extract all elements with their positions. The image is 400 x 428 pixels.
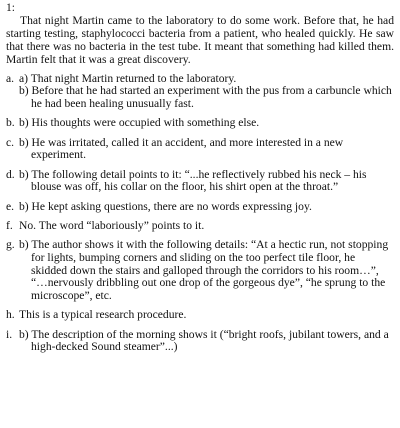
answer-letter: c. <box>6 135 15 149</box>
answer-body <box>19 309 394 322</box>
answer-letter: g. <box>6 237 15 251</box>
answer-line: b) He kept asking questions, there are no words expressing joy. <box>19 199 312 213</box>
answer-letter: d. <box>6 167 15 181</box>
question-number: 1: <box>6 1 16 14</box>
answer-line: b) The description of the morning shows it (“bright roofs, jubilant towers, and a high-decked Sound steamer”...) <box>19 327 389 354</box>
answer-line: b) The author shows it with the following details: “At a hectic run, not stopping for lights, bumping corners and sliding on the too perfect tile floor, he skidded down the stairs and galloped through the corridors to his room…”, “…nervously dribbling out one drop of the gorgeous dye”, “he sprung to the microscope”, etc. <box>19 237 389 303</box>
answer-letter: a. <box>6 71 15 85</box>
answer-line: a) That night Martin returned to the laboratory. <box>19 71 237 85</box>
answer-letter: i. <box>6 327 13 341</box>
answer-line: No. The word “laboriously” points to it. <box>19 218 205 232</box>
answer-item-b <box>6 117 394 130</box>
answer-item-e <box>6 201 394 214</box>
answer-body <box>19 117 394 130</box>
answer-item-c <box>6 137 394 163</box>
answer-line: This is a typical research procedure. <box>19 308 187 322</box>
answer-body <box>19 220 394 233</box>
answer-body <box>19 169 394 195</box>
answer-line: b) He was irritated, called it an accident, and more interested in a new experiment. <box>19 135 344 162</box>
answer-letter: h. <box>6 308 15 322</box>
answer-item-d <box>6 169 394 195</box>
answer-item-a <box>6 73 394 112</box>
answer-line: b) Before that he had started an experiment with the pus from a carbuncle which he had been healing unusually fast. <box>19 84 392 111</box>
answer-letter: e. <box>6 199 15 213</box>
answer-line: b) The following detail points to it: “...he reflectively rubbed his neck – his blouse was off, his collar on the floor, his shirt open at the throat.” <box>19 167 367 194</box>
answer-item-g <box>6 239 394 304</box>
answer-body <box>19 239 394 304</box>
answer-body <box>19 73 394 112</box>
answer-item-f <box>6 220 394 233</box>
answer-item-h <box>6 309 394 322</box>
answer-letter: b. <box>6 116 15 130</box>
answer-line: b) His thoughts were occupied with something else. <box>19 116 260 130</box>
passage-paragraph: That night Martin came to the laboratory to do some work. Before that, he had starting testing, staphylococci bacteria from a patient, who healed quickly. He saw that there was no bacteria in the test tube. It meant that something had killed them. Martin felt that it was a great discovery. <box>6 13 394 66</box>
answer-letter: f. <box>6 218 13 232</box>
answer-body <box>19 201 394 214</box>
answer-body <box>19 137 394 163</box>
answer-item-i <box>6 329 394 355</box>
answer-body <box>19 329 394 355</box>
